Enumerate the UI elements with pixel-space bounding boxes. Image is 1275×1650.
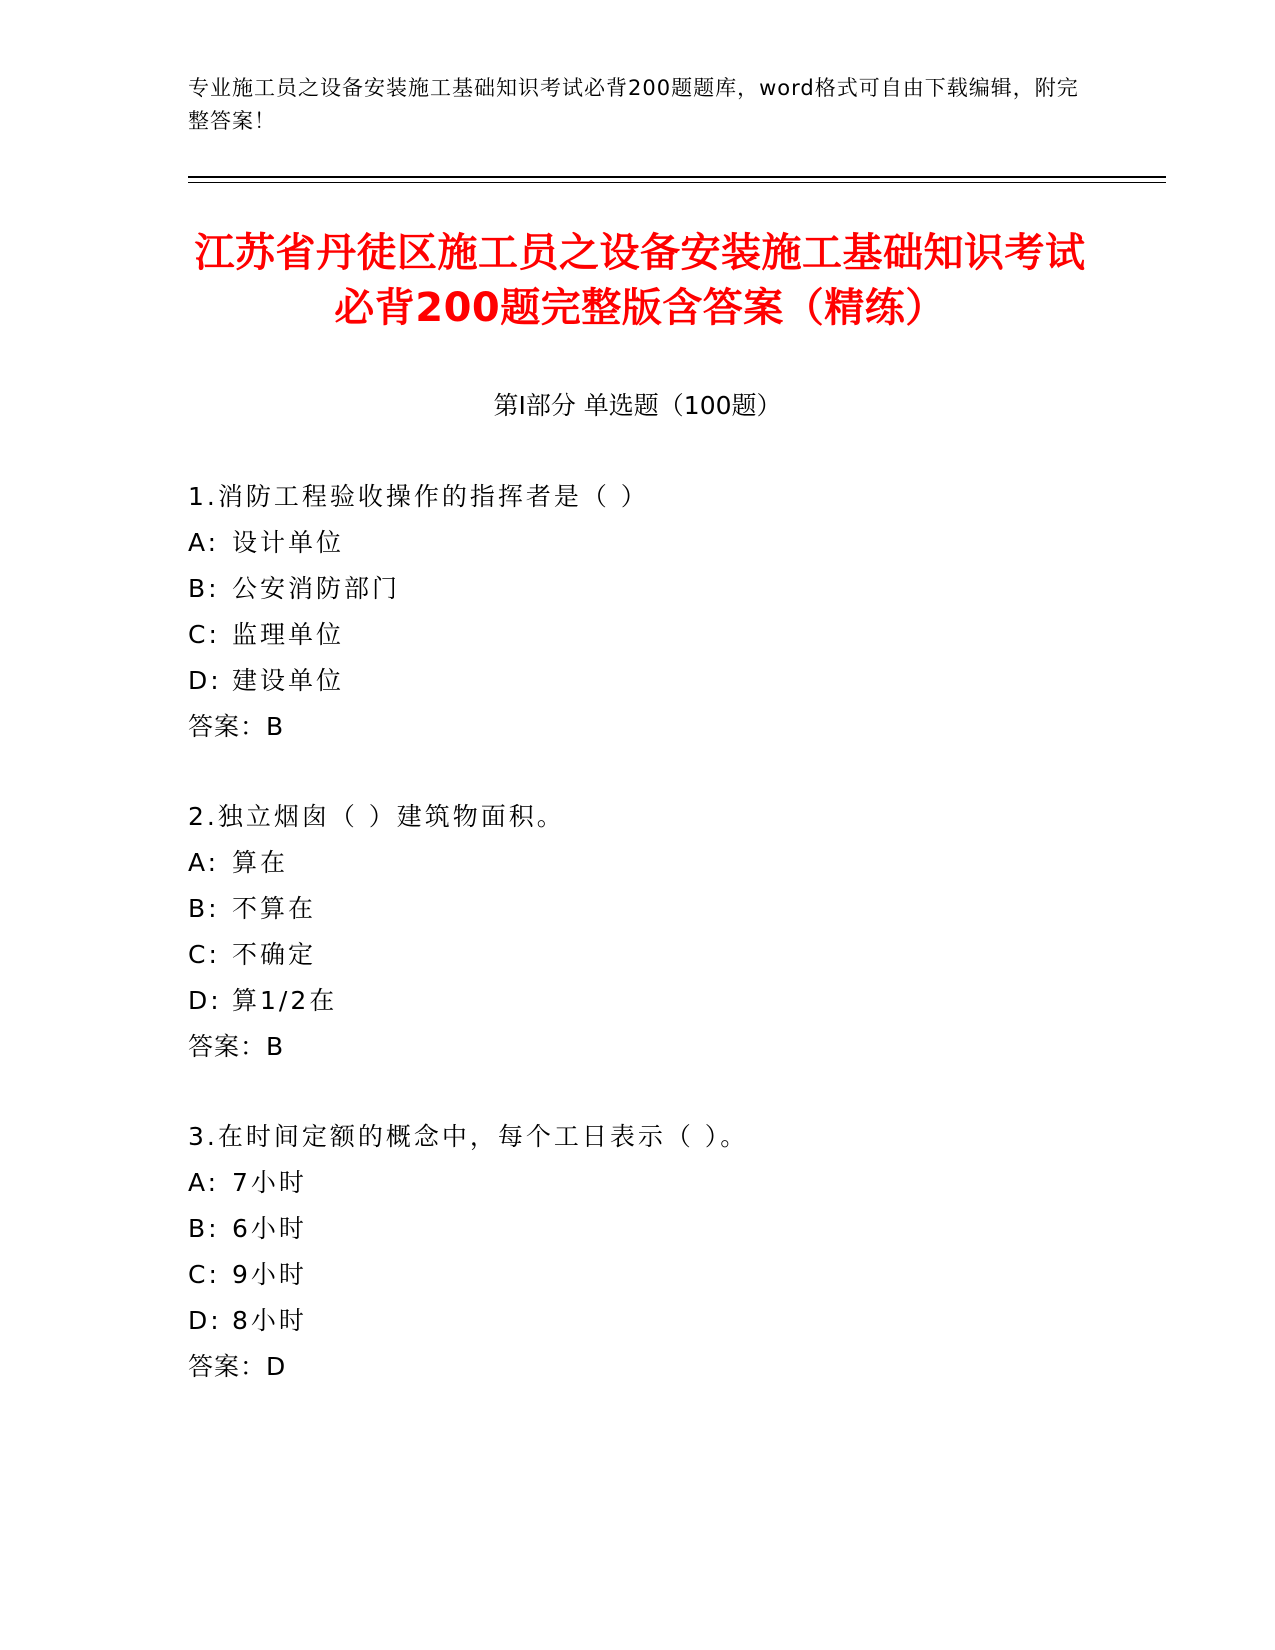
option-text: 公安消防部门 <box>232 574 401 603</box>
option-text: 7小时 <box>232 1168 307 1197</box>
option-key: D: <box>188 666 222 695</box>
option-text: 建设单位 <box>232 666 345 695</box>
answer-value: D <box>266 1352 287 1381</box>
answer-value: B <box>266 1032 285 1061</box>
option-text: 6小时 <box>232 1214 307 1243</box>
header-note: 专业施工员之设备安装施工基础知识考试必背200题题库，word格式可自由下载编辑，附完整答案！ <box>188 76 1079 133</box>
option-text: 算在 <box>232 848 289 877</box>
option-key: A: <box>188 528 220 557</box>
option-b <box>188 886 1088 932</box>
option-c <box>188 932 1088 978</box>
question-stem: 1.消防工程验收操作的指挥者是（ ） <box>188 482 649 511</box>
option-text: 9小时 <box>232 1260 307 1289</box>
answer-label: 答案： <box>188 1032 267 1061</box>
header-divider-thick <box>188 176 1166 178</box>
option-c <box>188 612 1088 658</box>
option-text: 8小时 <box>232 1306 307 1335</box>
option-b <box>188 1206 1088 1252</box>
option-d <box>188 1298 1088 1344</box>
option-d <box>188 978 1088 1024</box>
question-2 <box>188 794 1088 1070</box>
option-a <box>188 1160 1088 1206</box>
answer-line <box>188 704 1088 750</box>
question-3 <box>188 1114 1088 1390</box>
option-a <box>188 520 1088 566</box>
option-text: 算1/2在 <box>232 986 338 1015</box>
header-divider-thin <box>188 182 1166 183</box>
answer-label: 答案： <box>188 1352 267 1381</box>
option-text: 不算在 <box>232 894 317 923</box>
option-key: C: <box>188 620 220 649</box>
option-key: A: <box>188 1168 220 1197</box>
document-title: 江苏省丹徒区施工员之设备安装施工基础知识考试必背200题完整版含答案（精练） <box>194 230 1086 331</box>
section-title: 第I部分 单选题（100题） <box>493 391 782 420</box>
option-a <box>188 840 1088 886</box>
option-key: B: <box>188 574 220 603</box>
answer-line <box>188 1344 1088 1390</box>
option-key: C: <box>188 1260 220 1289</box>
option-c <box>188 1252 1088 1298</box>
option-text: 不确定 <box>232 940 317 969</box>
option-b <box>188 566 1088 612</box>
question-stem: 2.独立烟囱（ ）建筑物面积。 <box>188 802 565 831</box>
option-text: 设计单位 <box>232 528 345 557</box>
option-key: D: <box>188 986 222 1015</box>
option-d <box>188 658 1088 704</box>
option-key: D: <box>188 1306 222 1335</box>
answer-value: B <box>266 712 285 741</box>
option-key: B: <box>188 894 220 923</box>
answer-label: 答案： <box>188 712 267 741</box>
question-stem: 3.在时间定额的概念中，每个工日表示（ ）。 <box>188 1122 749 1151</box>
option-key: B: <box>188 1214 220 1243</box>
option-text: 监理单位 <box>232 620 345 649</box>
option-key: A: <box>188 848 220 877</box>
option-key: C: <box>188 940 220 969</box>
question-1 <box>188 474 1088 750</box>
answer-line <box>188 1024 1088 1070</box>
